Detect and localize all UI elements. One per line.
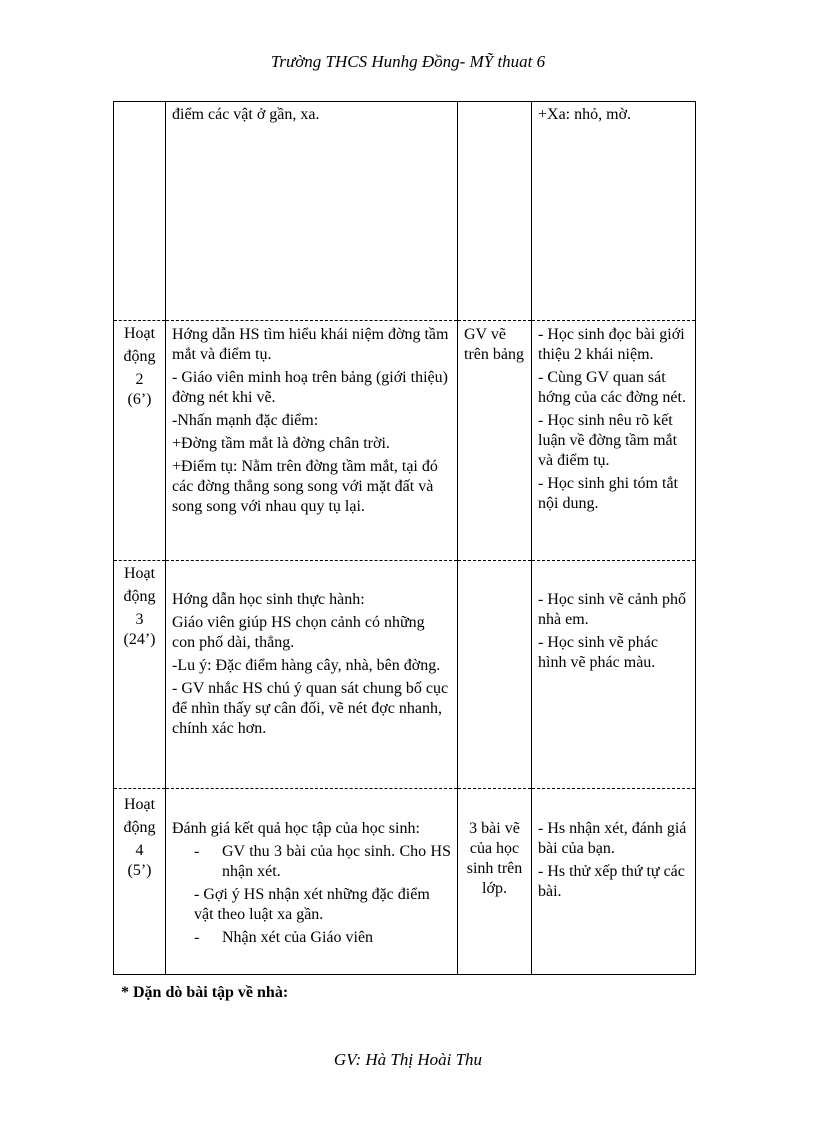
teaching-aids-cell xyxy=(458,102,532,321)
teacher-activity-cell: điểm các vật ở gần, xa. xyxy=(166,102,458,321)
student-activity-cell: - Hs nhận xét, đánh giá bài của bạn. - Hs thử xếp thứ tự các bài. xyxy=(532,789,696,975)
teaching-aids-cell xyxy=(458,561,532,789)
table-row xyxy=(114,102,696,321)
time-cell xyxy=(114,102,166,321)
student-activity-cell: +Xa: nhỏ, mờ. xyxy=(532,102,696,321)
teacher-activity-cell: Hớng dẫn HS tìm hiểu khái niệm đờng tầm mắt và điểm tụ. - Giáo viên minh hoạ trên bảng (giới thiệu) đờng nét khi vẽ. -Nhấn mạnh đặc điểm: +Đờng tầm mắt là đờng chân trời. +Điểm tụ: Nằm trên đờng tầm mắt, tại đó các đờng thẳng song song với mặt đất và song song với nhau quy tụ lại. xyxy=(166,321,458,561)
lesson-table xyxy=(113,101,696,975)
table-row xyxy=(114,561,696,789)
time-cell: Hoạt động 3 (24’) xyxy=(114,561,166,789)
student-activity-cell: - Học sinh đọc bài giới thiệu 2 khái niệm. - Cùng GV quan sát hớng của các đờng nét. - Học sinh nêu rõ kết luận về đờng tầm mắt và điểm tụ. - Học sinh ghi tóm tắt nội dung. xyxy=(532,321,696,561)
student-activity-cell: - Học sinh vẽ cảnh phố nhà em. - Học sinh vẽ phác hình vẽ phác màu. xyxy=(532,561,696,789)
homework-heading: * Dặn dò bài tập về nhà: xyxy=(121,984,289,1001)
list-item: - Gợi ý HS nhận xét những đặc điểm vật theo luật xa gần. xyxy=(194,886,430,923)
list-item: - GV thu 3 bài của học sinh. Cho HS nhận xét. xyxy=(194,843,451,880)
page-footer: GV: Hà Thị Hoài Thu xyxy=(333,1050,483,1069)
page-header: Trường THCS Hunhg Đồng- MỸ thuat 6 xyxy=(270,52,546,71)
teacher-activity-cell: Đánh giá kết quả học tập của học sinh: - GV thu 3 bài của học sinh. Cho HS nhận xét. - Gợi ý HS nhận xét những đặc điểm vật theo luật xa gần. - Nhận xét của Giáo viên xyxy=(166,789,458,975)
table-row xyxy=(114,321,696,561)
list-item: - Nhận xét của Giáo viên xyxy=(194,929,374,946)
table-row xyxy=(114,789,696,975)
teacher-activity-cell: Hớng dẫn học sinh thực hành: Giáo viên giúp HS chọn cảnh có những con phố dài, thẳng. -Lu ý: Đặc điểm hàng cây, nhà, bên đờng. - GV nhắc HS chú ý quan sát chung bố cục để nhìn thấy sự cân đối, vẽ nét đợc nhanh, chính xác hơn. xyxy=(166,561,458,789)
time-cell: Hoạt động 2 (6’) xyxy=(114,321,166,561)
time-cell: Hoạt động 4 (5’) xyxy=(114,789,166,975)
teaching-aids-cell: GV vẽ trên bảng xyxy=(458,321,532,561)
teaching-aids-cell: 3 bài vẽ của học sinh trên lớp. xyxy=(458,789,532,975)
